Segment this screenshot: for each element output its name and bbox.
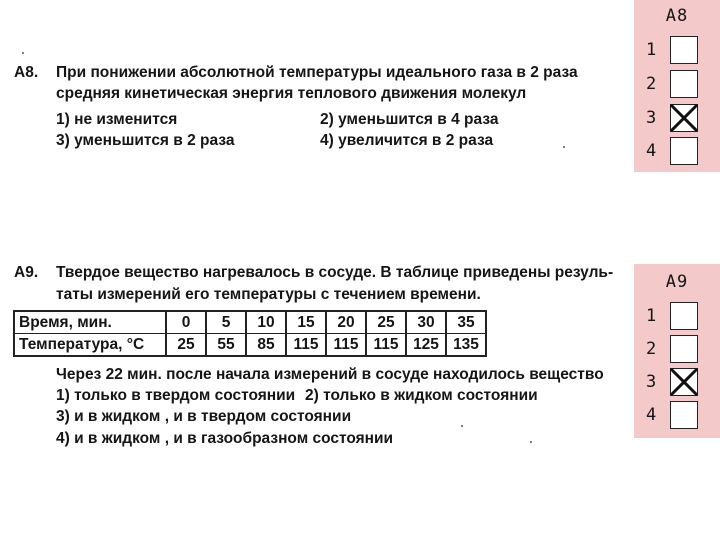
scan-speck bbox=[563, 146, 565, 148]
answer-option-1 bbox=[634, 36, 720, 64]
question-a8-option-2: 2) уменьшится в 4 раза bbox=[320, 111, 499, 128]
answer-option-3 bbox=[634, 368, 720, 396]
answer-option-1 bbox=[634, 302, 720, 330]
cross-mark-icon bbox=[668, 102, 700, 134]
answer-option-4 bbox=[634, 137, 720, 165]
question-a9-prompt: Через 22 мин. после начала измерений в сосуде находилось вещество bbox=[56, 366, 604, 383]
answer-panel-a8 bbox=[634, 0, 720, 172]
table-cell-temperature: 135 bbox=[453, 335, 479, 353]
table-cell-time: 35 bbox=[446, 311, 486, 334]
table-row-label-time: Время, мин. bbox=[14, 311, 166, 334]
answer-checkbox-1[interactable] bbox=[670, 36, 698, 64]
answer-option-2 bbox=[634, 335, 720, 363]
table-cell-temperature: 115 bbox=[326, 334, 366, 357]
answer-panel-a9 bbox=[634, 264, 720, 438]
table-cell-temperature: 125 bbox=[406, 334, 446, 357]
answer-checkbox-1[interactable] bbox=[670, 302, 698, 330]
question-a9-option-1: 1) только в твердом состоянии bbox=[56, 387, 296, 404]
measurement-table bbox=[13, 310, 487, 357]
question-a9-text-line1: Твердое вещество нагревалось в сосуде. В таблице приведены резуль- bbox=[56, 264, 614, 281]
scan-speck bbox=[461, 425, 463, 427]
answer-option-number: 2 bbox=[646, 74, 657, 94]
answer-option-number: 2 bbox=[646, 339, 657, 359]
question-a8-option-4: 4) увеличится в 2 раза bbox=[320, 132, 494, 149]
table-cell-time: 0 bbox=[166, 311, 206, 334]
question-a8-text-line2: средняя кинетическая энергия теплового движения молекул bbox=[56, 85, 527, 102]
answer-option-4 bbox=[634, 401, 720, 429]
answer-checkbox-2[interactable] bbox=[670, 335, 698, 363]
table-cell-temperature: 115 bbox=[366, 334, 406, 357]
answer-checkbox-3[interactable] bbox=[670, 104, 698, 132]
answer-option-number: 1 bbox=[646, 40, 657, 60]
table-cell-temperature: 85 bbox=[246, 334, 286, 357]
question-a8-option-3: 3) уменьшится в 2 раза bbox=[56, 132, 235, 149]
table-row-temperature bbox=[14, 334, 486, 357]
table-cell-temperature: 55 bbox=[206, 334, 246, 357]
table-cell-time: 5 bbox=[206, 311, 246, 334]
question-a9-text-line2: таты измерений его температуры с течением времени. bbox=[56, 286, 481, 303]
question-a9-option-4: 4) и в жидком , и в газообразном состоянии bbox=[56, 430, 394, 447]
table-cell-time: 25 bbox=[366, 311, 406, 334]
table-cell-time: 30 bbox=[406, 311, 446, 334]
answer-option-number: 4 bbox=[646, 141, 657, 161]
answer-option-number: 3 bbox=[646, 108, 657, 128]
answer-option-number: 4 bbox=[646, 405, 657, 425]
table-cell-temperature: 115 bbox=[286, 334, 326, 357]
scan-speck bbox=[22, 52, 24, 54]
question-a8-number: А8. bbox=[14, 64, 39, 81]
answer-checkbox-3[interactable] bbox=[670, 368, 698, 396]
answer-checkbox-4[interactable] bbox=[670, 137, 698, 165]
table-cell-time: 20 bbox=[326, 311, 366, 334]
question-a9-number: А9. bbox=[14, 264, 39, 281]
answer-option-number: 1 bbox=[646, 306, 657, 326]
answer-panel-title: A8 bbox=[665, 6, 689, 26]
table-row-label-temperature: Температура, °С bbox=[14, 334, 166, 357]
table-cell-time: 15 bbox=[286, 311, 326, 334]
answer-option-2 bbox=[634, 70, 720, 98]
cross-mark-icon bbox=[668, 366, 700, 398]
question-a8-option-1: 1) не изменится bbox=[56, 111, 178, 128]
answer-panel-title: A9 bbox=[665, 272, 689, 292]
table-cell-time: 10 bbox=[246, 311, 286, 334]
answer-checkbox-2[interactable] bbox=[670, 70, 698, 98]
question-a9-option-2: 2) только в жидком состоянии bbox=[305, 387, 538, 404]
table-cell-temperature: 25 bbox=[166, 334, 206, 357]
question-a8-text-line1: При понижении абсолютной температуры идеального газа в 2 раза bbox=[56, 64, 578, 81]
answer-option-number: 3 bbox=[646, 372, 657, 392]
question-a9-option-3: 3) и в жидком , и в твердом состоянии bbox=[56, 408, 352, 425]
answer-checkbox-4[interactable] bbox=[670, 401, 698, 429]
table-row-time bbox=[14, 311, 486, 334]
answer-option-3 bbox=[634, 104, 720, 132]
scan-speck bbox=[530, 441, 532, 443]
